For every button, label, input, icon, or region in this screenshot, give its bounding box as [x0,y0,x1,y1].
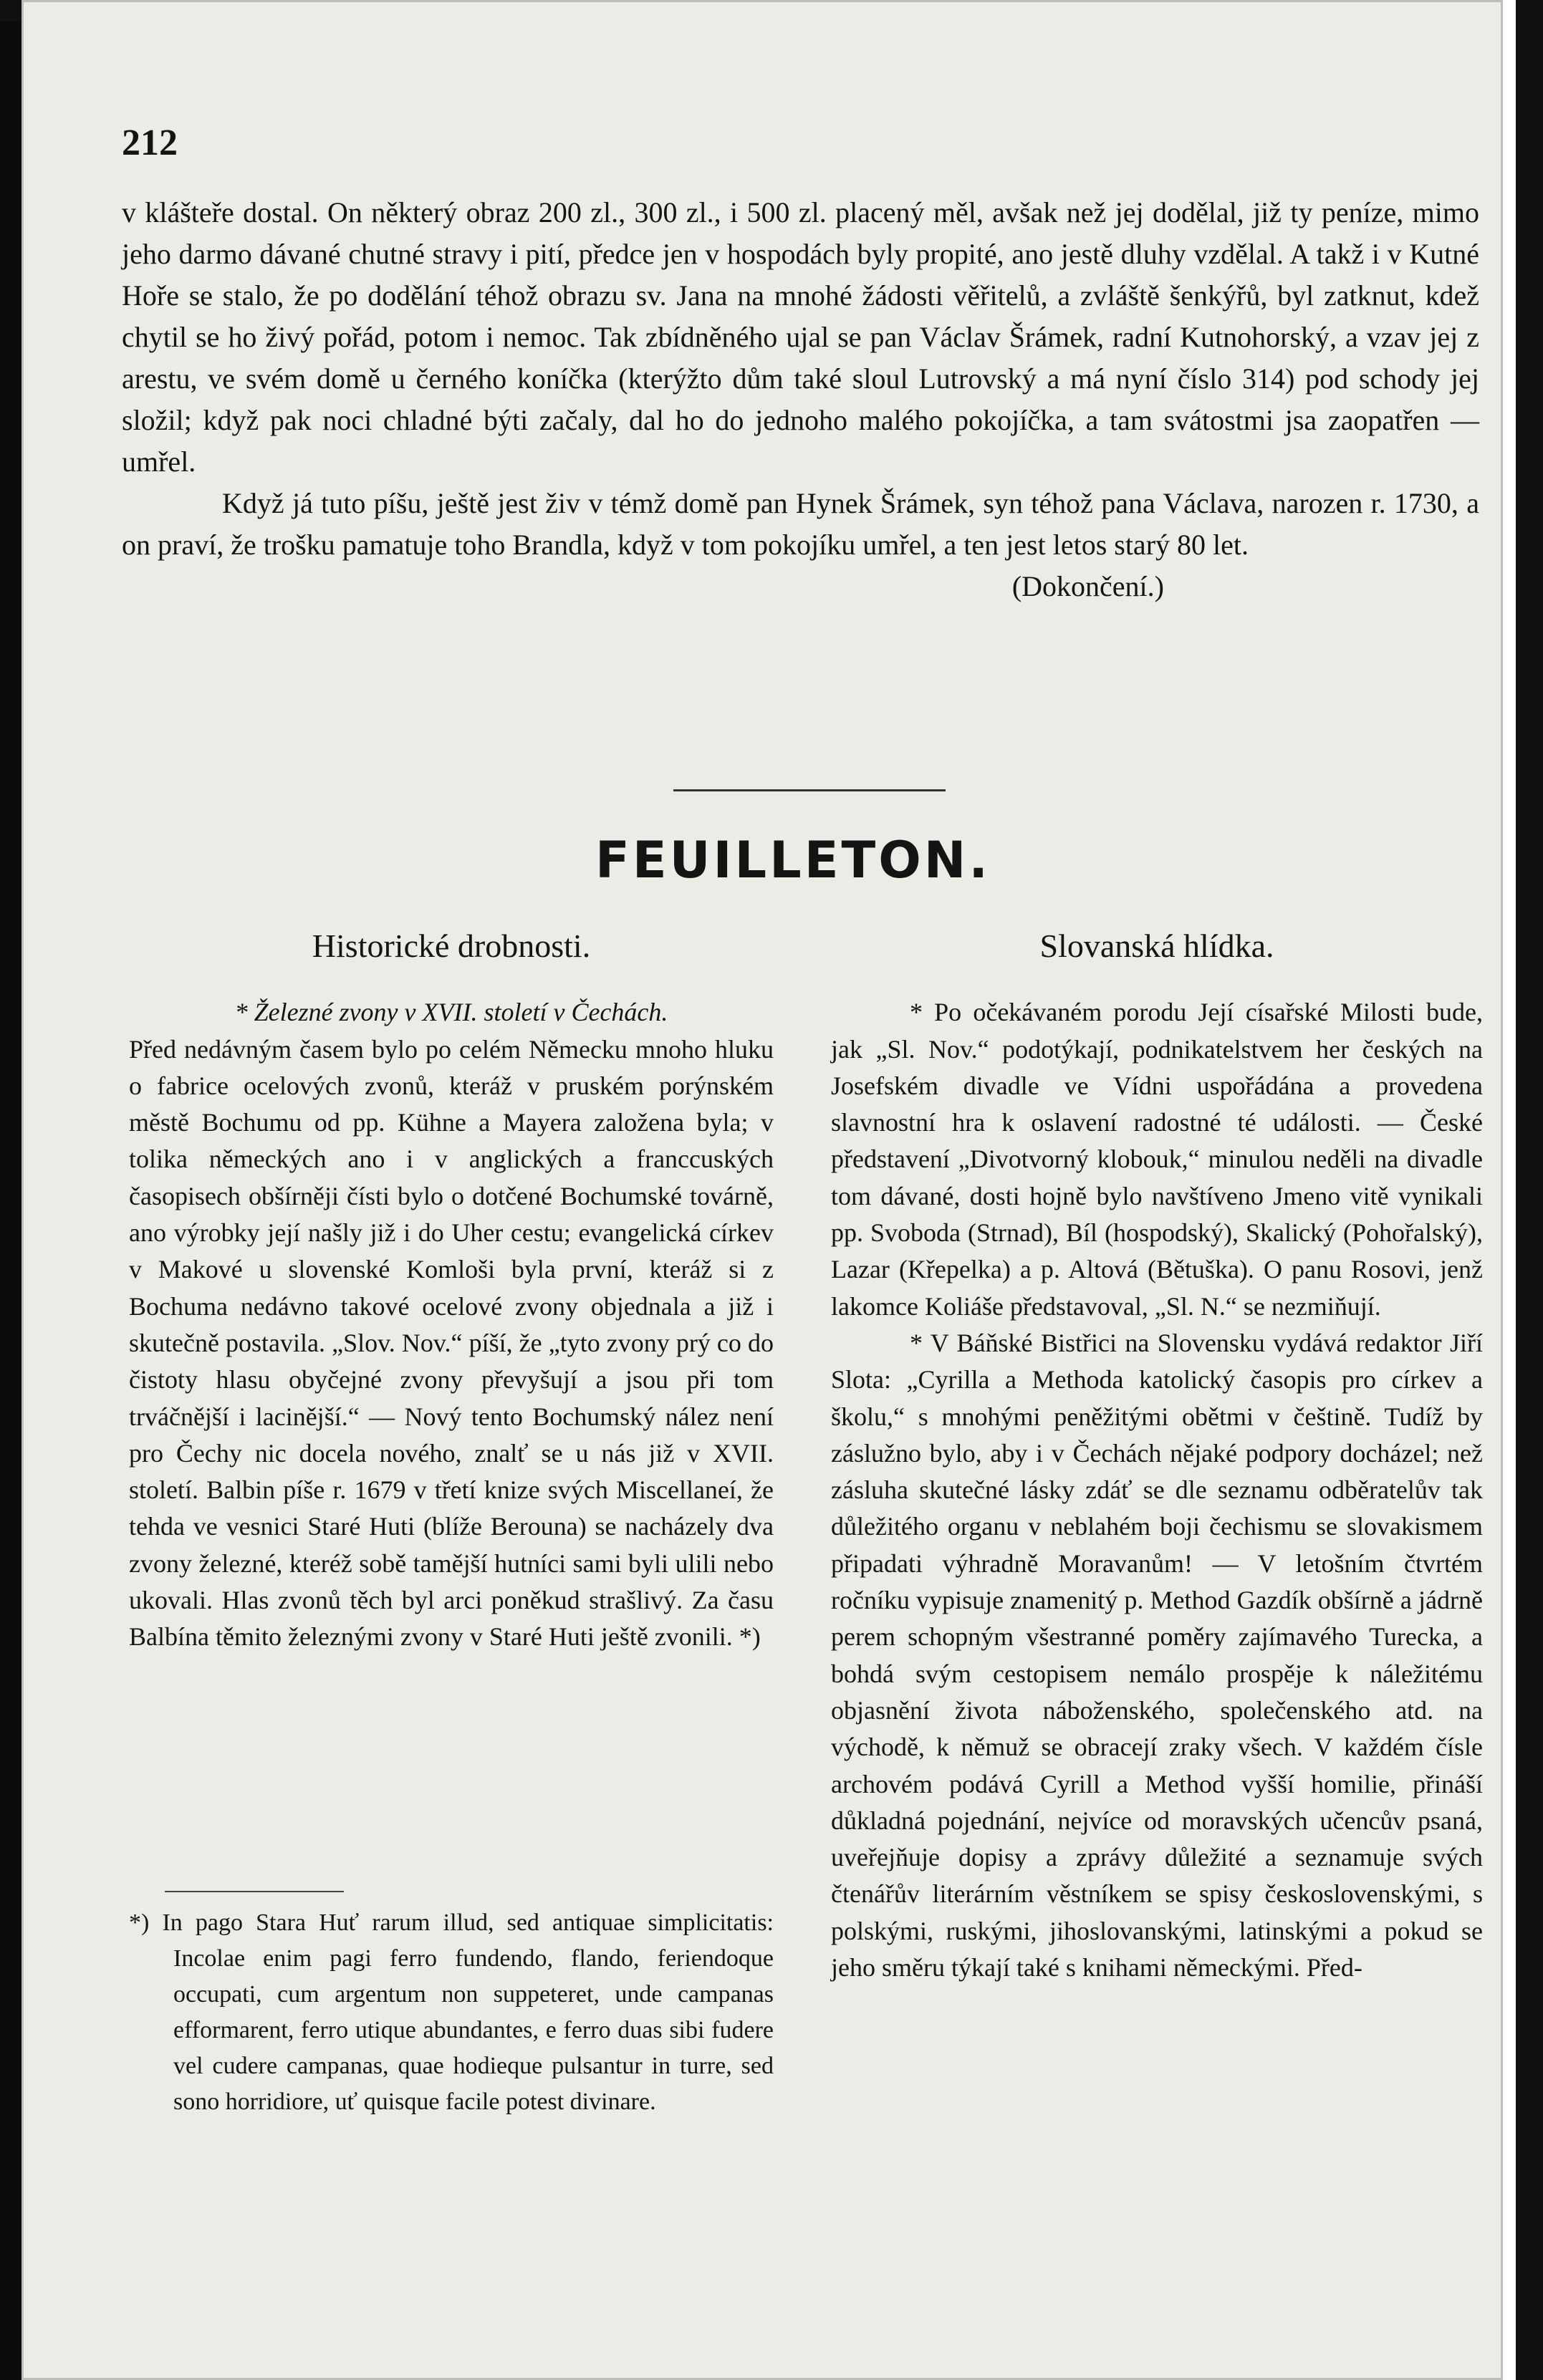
scan-right-border [1503,0,1543,2380]
dokonceni-note: (Dokončení.) [1011,570,1164,602]
top-paragraph-1: v klášteře dostal. On některý obraz 200 zl., 300 zl., i 500 zl. placený měl, avšak než jej dodělal, již ty peníze, mimo jeho darmo dávané chutné stravy i pití, předce jen v hospodách byly propité, ano jestě dluhy vzdělal. A takž i v Kutné Hoře se stalo, že po dodělání téhož obrazu sv. Jana na mnohé žádosti věřitelů, a zvláště šenkýřů, byl zatknut, kdež chytil se ho živý pořád, potom i nemoc. Tak zbídněného ujal se pan Václav Šrámek, radní Kutnohorský, a vzav jej z arestu, ve svém domě u černého koníčka (kterýžto dům také sloul Lutrovský a má nyní číslo 314) pod schody jej složil; když pak noci chladné býti začaly, dal ho do jednoho malého pokojíčka, a tam svátostmi jsa zaopatřen — umřel. [122,196,1479,478]
footnote [129,1905,774,2120]
newspaper-page [21,0,1503,2380]
left-column [129,928,774,1656]
footnote-divider [165,1891,344,1892]
left-column-heading: Historické drobnosti. [312,928,591,964]
top-article [122,192,1479,607]
right-column [831,928,1483,1986]
left-item-text: Před nedávným časem bylo po celém Německu mnoho hluku o fabrice ocelových zvonů, kteráž v pruském porýnském městě Bochumu od pp. Kühne a Mayera založena byla; v tolika německých ano i v anglických a franccuských časopisech obšírněji čísti bylo o dotčené Bochumské továrně, ano výrobky její našly již i do Uher cestu; evangelická církev v Makové u slovenské Komloši byla první, kteráž si z Bochuma nedávno takové ocelové zvony objednala a již i skutečně postavila. „Slov. Nov.“ píší, že „tyto zvony prý co do čistoty hlasu obyčejné zvony převyšují a jsou při tom trváčnější i lacinější.“ — Nový tento Bochumský nález není pro Čechy nic docela nového, znalť se u nás již v XVII. století. Balbin píše r. 1679 v třetí knize svých Miscellaneí, že tehda ve vesnici Staré Huti (blíže Berouna) se nacházely dva zvony železné, kteréž sobě tamější hutníci sami byli ulili nebo ukovali. Hlas zvonů těch byl arci poněkud strašlivý. Za času Balbína těmito železnými zvony v Staré Huti ještě zvonili. *) [129,1034,774,1652]
right-column-heading: Slovanská hlídka. [1039,928,1274,964]
top-paragraph-2: Když já tuto píšu, ještě jest živ v témž domě pan Hynek Šrámek, syn téhož pana Václava, narozen r. 1730, a on praví, že trošku pamatuje toho Brandla, když v tom pokojíku umřel, a ten jest letos starý 80 let. [122,487,1479,561]
right-paragraph-2: * V Báňské Bistřici na Slovensku vydává redaktor Jiří Slota: „Cyrilla a Methoda katolický časopis pro církev a školu,“ s mnohými peněžitými obětmi v češtině. Tudíž by záslužno bylo, aby i v Čechách nějaké podpory docházel; než zásluha skutečné lásky zdáť se dle seznamu odběratelův tak důležitého organu v neblahém boji čechismu se slovakismem připadati výhradně Moravanům! — V letošním čtvrtém ročníku vypisuje znamenitý p. Method Gazdík obšírně a jádrně perem schopným všestranné poměry zajímavého Turecka, a bohdá svým cestopisem nemálo prospěje k náležitému objasnění života náboženského, společenského atd. na východě, k němuž se obracejí zraky všech. V každém čísle archovém podává Cyrill a Method vyšší homilie, přináší důkladná pojednání, nejvíce od moravských učencův psaná, uveřejňuje dopisy a zprávy důležité a seznamuje svých čtenářův literárním věstníkem se spisy československými, s polskými, ruskými, jihoslovanskými, latinskými a pokud se jeho směru týkají také s knihami německými. Před- [831,1328,1483,1982]
section-divider [673,789,946,791]
feuilleton-title: FEUILLETON. [595,831,991,890]
right-paragraph-1: * Po očekávaném porodu Její císařské Milosti bude, jak „Sl. Nov.“ podotýkají, podnikatelstvem her českých na Josefském divadle ve Vídni uspořádána a provedena slavnostní hra k oslavení radostné té události. — České představení „Divotvorný klobouk,“ minulou neděli na divadle tom dávané, dosti hojně bylo navštíveno Jmeno vitě vynikali pp. Svoboda (Strnad), Bíl (hospodský), Skalický (Pohořalský), Lazar (Křepelka) a p. Altová (Bětuška). O panu Rosovi, jenž lakomce Koliáše představoval, „Sl. N.“ se nezmiňují. [831,998,1483,1321]
left-item-title: * Železné zvony v XVII. století v Čechách. [234,998,668,1027]
footnote-text: *) In pago Stara Huť rarum illud, sed antiquae simplicitatis: Incolae enim pagi ferro fundendo, flando, feriendoque occupati, cum argentum non suppeteret, unde campanas efformarent, ferro utique abundantes, e ferro duas sibi fudere vel cudere campanas, quae hodieque pulsantur in turre, sed sono horridiore, uť quisque facile potest divinare. [129,1909,774,2115]
page-number: 212 [122,122,178,163]
